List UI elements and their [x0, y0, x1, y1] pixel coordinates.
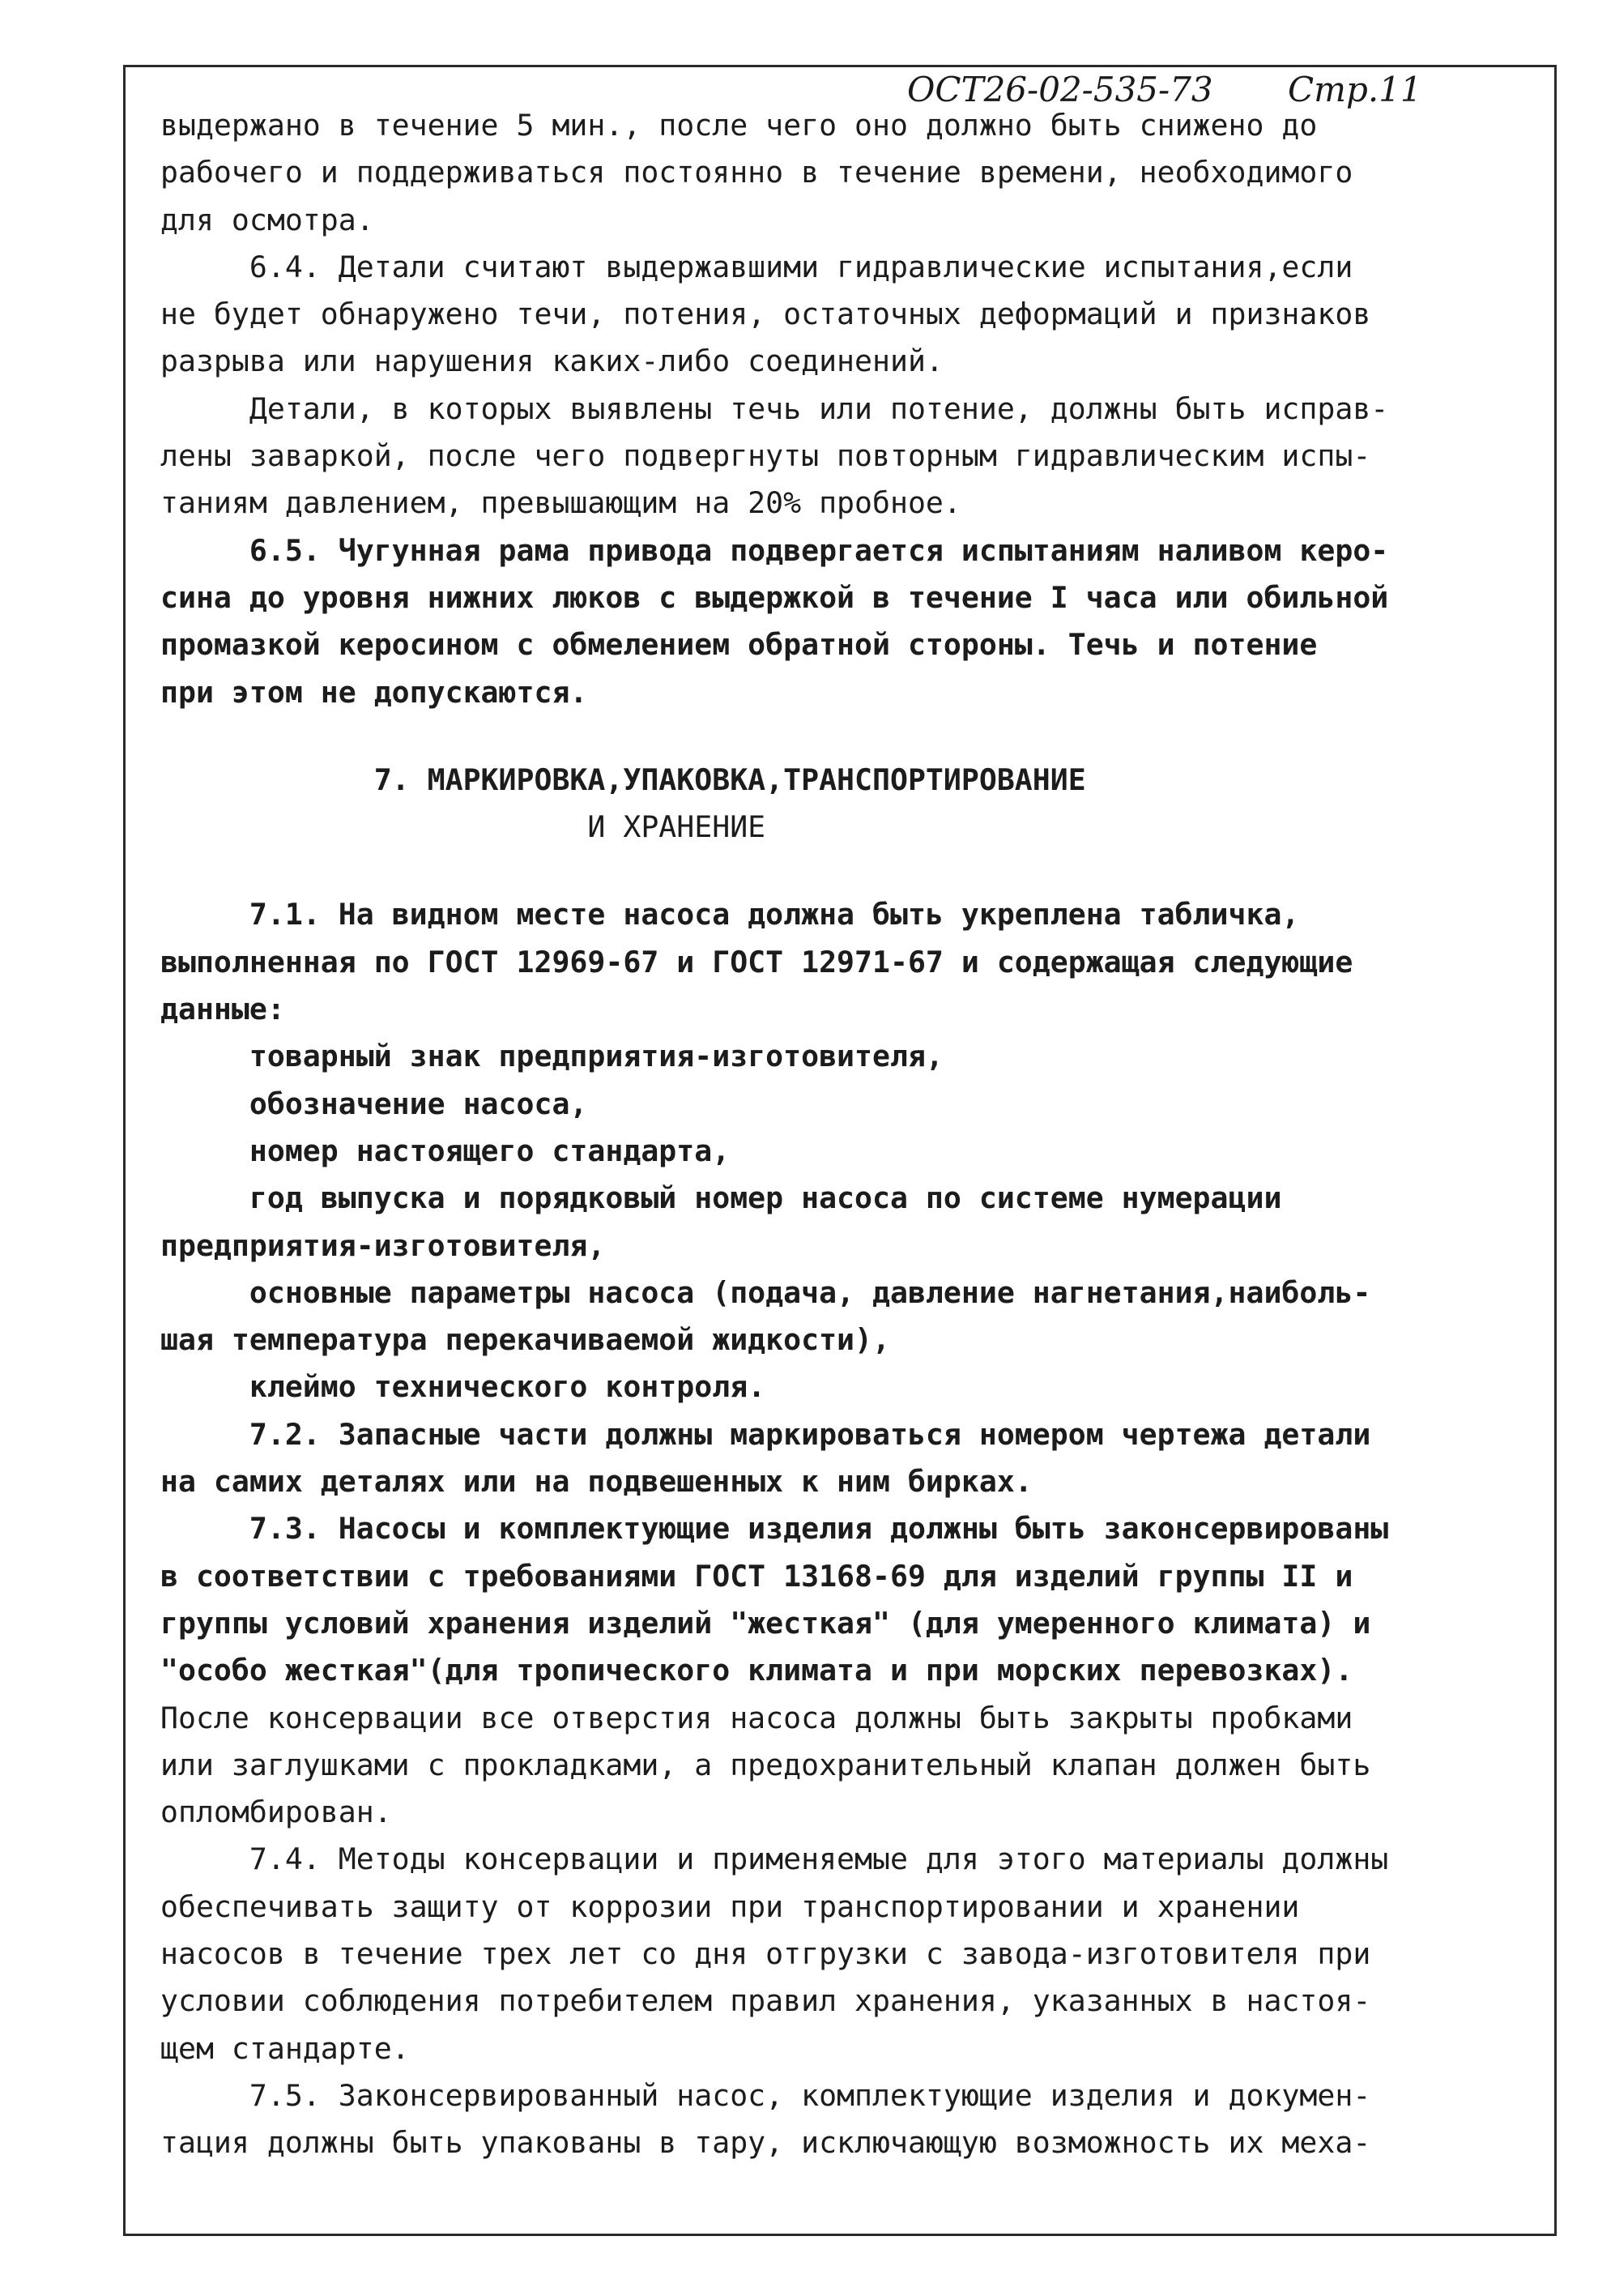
document-code: ОСТ26-02-535-73: [907, 70, 1213, 109]
text-line: щем стандарте.: [160, 2030, 410, 2066]
text-line: условии соблюдения потребителем правил хранения, указанных в настоя-: [160, 1983, 1371, 2019]
text-line: рабочего и поддерживаться постоянно в течение времени, необходимого: [160, 155, 1353, 190]
text-line: данные:: [160, 992, 285, 1027]
text-line: 7.1. На видном месте насоса должна быть укреплена табличка,: [160, 897, 1300, 932]
text-line: выполненная по ГОСТ 12969-67 и ГОСТ 12971-67 и содержащая следующие: [160, 944, 1353, 979]
text-line: лены заваркой, после чего подвергнуты повторным гидравлическим испы-: [160, 438, 1371, 474]
text-line: 7.2. Запасные части должны маркироваться номером чертежа детали: [160, 1416, 1371, 1452]
text-line: выдержано в течение 5 мин., после чего оно должно быть снижено до: [160, 108, 1318, 143]
text-line: насосов в течение трех лет со дня отгрузки с завода-изготовителя при: [160, 1935, 1371, 1971]
text-line: обозначение насоса,: [160, 1086, 588, 1121]
page-number: Стр.11: [1288, 70, 1422, 109]
text-line: в соответствии с требованиями ГОСТ 13168-69 для изделий группы II и: [160, 1558, 1353, 1594]
text-line: на самих деталях или на подвешенных к ним бирках.: [160, 1464, 1033, 1500]
text-line: или заглушками с прокладками, а предохранительный клапан должен быть: [160, 1747, 1371, 1782]
text-line: год выпуска и порядковый номер насоса по системе нумерации: [160, 1180, 1282, 1216]
text-line: "особо жесткая"(для тропического климата и при морских перевозках).: [160, 1653, 1353, 1688]
text-line: 7.5. Законсервированный насос, комплектующие изделия и докумен-: [160, 2077, 1371, 2113]
text-line: группы условий хранения изделий "жесткая" (для умеренного климата) и: [160, 1605, 1371, 1641]
text-line: клеймо технического контроля.: [160, 1369, 766, 1405]
text-line: основные параметры насоса (подача, давление нагнетания,наиболь-: [160, 1274, 1371, 1310]
text-line: для осмотра.: [160, 202, 374, 237]
section-gap: [160, 851, 1537, 891]
text-line: После консервации все отверстия насоса должны быть закрыты пробками: [160, 1700, 1353, 1735]
text-line: шая температура перекачиваемой жидкости),: [160, 1322, 890, 1358]
text-line: 6.5. Чугунная рама привода подвергается испытаниям наливом керо-: [160, 532, 1389, 568]
text-line: 6.4. Детали считают выдержавшими гидравлические испытания,если: [160, 249, 1353, 284]
text-line: 7.3. Насосы и комплектующие изделия должны быть законсервированы: [160, 1511, 1389, 1547]
text-line: 7. МАРКИРОВКА,УПАКОВКА,ТРАНСПОРТИРОВАНИЕ: [160, 762, 1086, 797]
document-body: [160, 102, 1537, 2166]
text-line: товарный знак предприятия-изготовителя,: [160, 1039, 944, 1074]
text-line: обеспечивать защиту от коррозии при транспортировании и хранении: [160, 1888, 1300, 1924]
text-line: при этом не допускаются.: [160, 674, 588, 710]
text-line: сина до уровня нижних люков с выдержкой в течение I часа или обильной: [160, 579, 1389, 615]
text-line: промазкой керосином с обмелением обратной стороны. Течь и потение: [160, 627, 1318, 663]
text-line: таниям давлением, превышающим на 20% пробное.: [160, 485, 961, 521]
section-gap: [160, 716, 1537, 757]
text-line: Детали, в которых выявлены течь или потение, должны быть исправ-: [160, 390, 1389, 426]
text-line: предприятия-изготовителя,: [160, 1227, 606, 1263]
text-line: тация должны быть упакованы в тару, исключающую возможность их меха-: [160, 2125, 1371, 2161]
text-line: разрыва или нарушения каких-либо соединений.: [160, 344, 944, 379]
text-line: И ХРАНЕНИЕ: [160, 809, 766, 845]
text-line: 7.4. Методы консервации и применяемые для этого материалы должны: [160, 1841, 1389, 1877]
text-line: опломбирован.: [160, 1795, 392, 1830]
text-line: не будет обнаружено течи, потения, остаточных деформаций и признаков: [160, 297, 1371, 332]
text-line: номер настоящего стандарта,: [160, 1133, 731, 1168]
